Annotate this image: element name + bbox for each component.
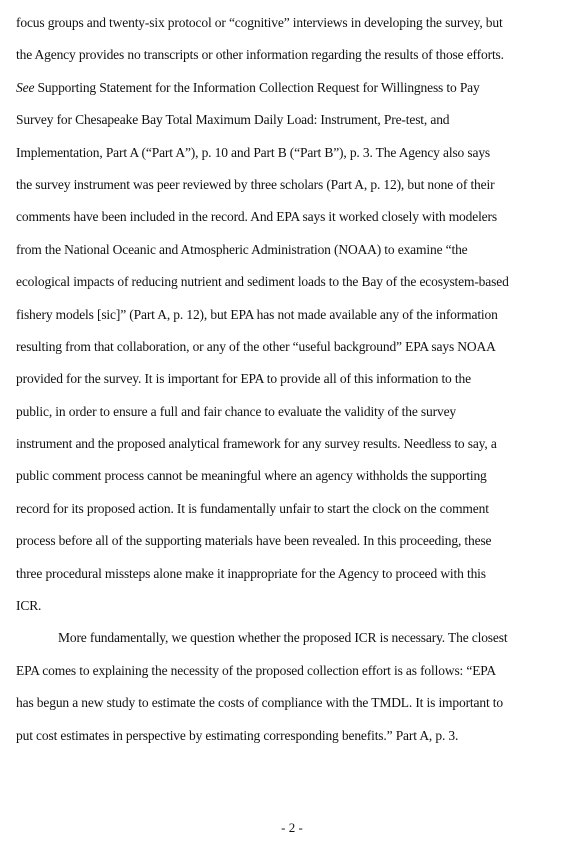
text-line xyxy=(16,144,572,176)
page-number: - 2 - xyxy=(281,820,303,835)
text-line xyxy=(16,403,572,435)
line-text: Supporting Statement for the Information Collection Request for Willingness to Pay xyxy=(34,79,480,95)
text-line xyxy=(16,46,572,78)
text-line xyxy=(16,370,572,402)
line-text: focus groups and twenty-six protocol or “cognitive” interviews in developing the survey, but xyxy=(16,15,503,30)
line-text: provided for the survey. It is important for EPA to provide all of this information to the xyxy=(16,371,471,387)
text-line xyxy=(16,176,572,208)
text-line xyxy=(16,338,572,370)
text-line xyxy=(16,79,572,111)
text-line xyxy=(16,306,572,338)
text-line xyxy=(16,694,572,726)
line-text: fishery models [sic]” (Part A, p. 12), but EPA has not made available any of the information xyxy=(16,306,498,322)
line-text: from the National Oceanic and Atmospheric Administration (NOAA) to examine “the xyxy=(16,241,468,257)
italic-signal: See xyxy=(16,79,35,95)
line-text: comments have been included in the record. And EPA says it worked closely with modelers xyxy=(16,209,497,225)
line-text: EPA comes to explaining the necessity of the proposed collection effort is as follows: “EPA xyxy=(16,662,497,678)
text-line xyxy=(16,14,572,46)
line-text: process before all of the supporting materials have been revealed. In this proceeding, these xyxy=(16,533,492,549)
line-text: record for its proposed action. It is fundamentally unfair to start the clock on the comment xyxy=(16,500,489,516)
text-line xyxy=(16,500,572,532)
text-line xyxy=(16,273,572,305)
text-line xyxy=(16,597,572,629)
text-line xyxy=(16,467,572,499)
text-line xyxy=(16,111,572,143)
line-text: ICR. xyxy=(16,598,42,614)
line-text: put cost estimates in perspective by estimating corresponding benefits.” Part A, p. 3. xyxy=(16,727,459,743)
text-line xyxy=(16,208,572,240)
line-text: public, in order to ensure a full and fair chance to evaluate the validity of the survey xyxy=(16,403,457,419)
line-text: instrument and the proposed analytical framework for any survey results. Needless to say, a xyxy=(16,436,497,452)
text-line xyxy=(16,435,572,467)
text-line xyxy=(16,629,572,661)
line-text: More fundamentally, we question whether the proposed ICR is necessary. The closest xyxy=(58,630,508,646)
line-text: three procedural missteps alone make it inappropriate for the Agency to proceed with this xyxy=(16,565,486,581)
body-text xyxy=(16,14,572,759)
line-text: the survey instrument was peer reviewed by three scholars (Part A, p. 12), but none of their xyxy=(16,176,495,192)
line-text: the Agency provides no transcripts or other information regarding the results of those efforts. xyxy=(16,47,504,63)
text-line xyxy=(16,532,572,564)
text-line xyxy=(16,727,572,759)
line-text: resulting from that collaboration, or any of the other “useful background” EPA says NOAA xyxy=(16,338,496,354)
line-text: Survey for Chesapeake Bay Total Maximum Daily Load: Instrument, Pre-test, and xyxy=(16,112,450,128)
line-text: has begun a new study to estimate the costs of compliance with the TMDL. It is important to xyxy=(16,695,504,711)
text-line xyxy=(16,241,572,273)
line-text: ecological impacts of reducing nutrient and sediment loads to the Bay of the ecosystem-based xyxy=(16,274,509,290)
line-text: public comment process cannot be meaningful where an agency withholds the supporting xyxy=(16,468,487,484)
text-line xyxy=(16,662,572,694)
text-line xyxy=(16,565,572,597)
line-text: Implementation, Part A (“Part A”), p. 10 and Part B (“Part B”), p. 3. The Agency also says xyxy=(16,144,491,160)
